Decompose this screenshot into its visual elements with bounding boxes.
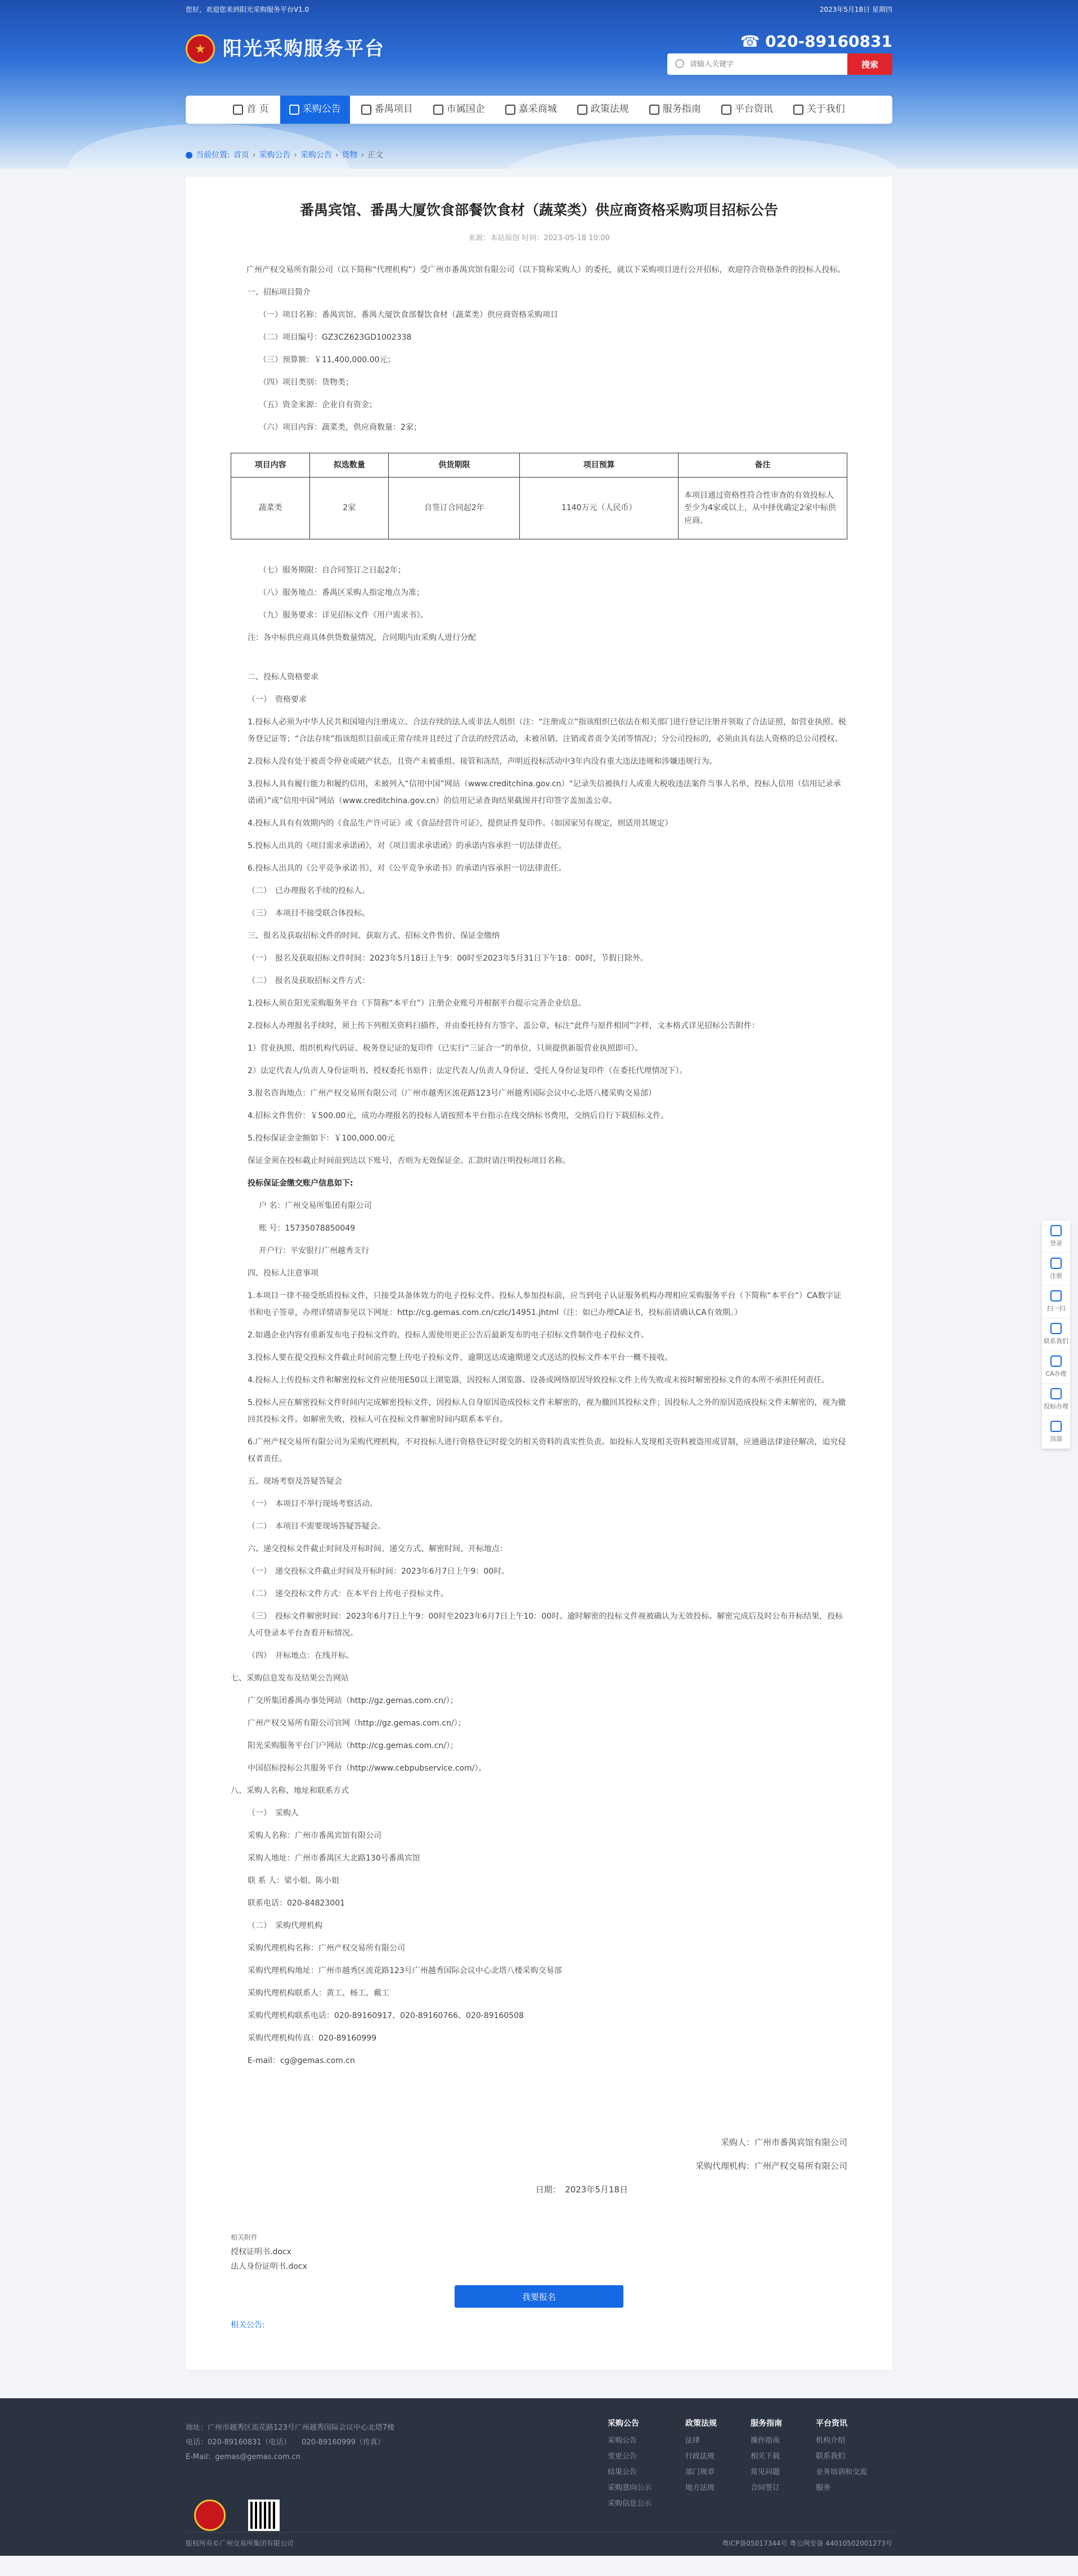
list-item: 1）营业执照、组织机构代码证、税务登记证的复印件（已实行“三证合一”的单位，只须提供新版营业执照即可）。: [248, 1044, 643, 1053]
nav-about[interactable]: [784, 96, 854, 124]
list-item: 4.投标人具有有效期内的《食品生产许可证》或《食品经营许可证》，提供证件复印件。（如国家另有规定，则适用其规定）: [248, 819, 673, 828]
breadcrumb-sep: ›: [252, 150, 256, 160]
table-header-row: [231, 453, 847, 477]
article-meta: 来源：本站原创 时间：2023-05-18 10:00: [468, 234, 610, 242]
table-header: 备注: [679, 453, 847, 477]
qrcode-image: [248, 2500, 280, 2531]
table-row: [231, 478, 847, 539]
list-item: 2.投标人没有处于被责令停业或破产状态，且资产未被重组、接管和冻结，声明近投标活动中3年内没有重大违法违规和涉嫌违规行为。: [248, 757, 717, 767]
list-item: （二） 递交投标文件方式：在本平台上传电子投标文件。: [248, 1589, 448, 1599]
section-heading: 八、采购人名称、地址和联系方式: [231, 1786, 349, 1796]
signature-buyer: 采购人：广州市番禺宾馆有限公司: [720, 2137, 847, 2148]
page-title: 番禺宾馆、番禺大厦饮食部餐饮食材（蔬菜类）供应商资格采购项目招标公告: [299, 202, 778, 218]
list-item: 3.报名咨询地点：广州产权交易所有限公司（广州市越秀区流花路123号广州越秀国际会议中心北塔八楼采购交易部）: [248, 1089, 657, 1098]
footer-link[interactable]: 变更公告: [608, 2452, 637, 2461]
breadcrumb-item[interactable]: 货物: [342, 150, 358, 160]
list-item: 5.投标保证金金额如下：￥100,000.00元: [248, 1134, 395, 1143]
nav-panyu[interactable]: [352, 96, 422, 124]
nav-label: 嘉采商城: [518, 103, 557, 115]
brand[interactable]: [186, 34, 385, 64]
list-item: （二） 本项目不需要现场答疑答疑会。: [248, 1522, 385, 1532]
side-label: CA办理: [1045, 1370, 1067, 1377]
contact-info: 采购代理机构联系电话：020-89160917、020-89160766、020-89160508: [248, 2011, 524, 2021]
info-icon: [793, 105, 803, 115]
footer-col: [608, 2417, 652, 2512]
footer-link[interactable]: 常见问题: [751, 2468, 780, 2477]
side-contact[interactable]: [1042, 1318, 1070, 1351]
side-label: 登录: [1050, 1239, 1062, 1247]
list-item: （四） 开标地点：在线开标。: [248, 1651, 354, 1661]
icp-record[interactable]: 粤ICP备05017344号 粤公网安备 44010502001273号: [722, 2539, 892, 2547]
footer-col-title: 政策法规: [685, 2419, 717, 2428]
side-label: 扫一扫: [1046, 1304, 1066, 1312]
footer-line: 地址：广州市越秀区流花路123号广州越秀国际会议中心北塔7楼: [186, 2424, 395, 2432]
flag-icon: [505, 105, 515, 115]
footer-col-title: 服务指南: [751, 2419, 783, 2428]
section-heading: 七、采购信息发布及结果公告网站: [231, 1674, 349, 1683]
list-item: （六）项目内容：蔬菜类，供应商数量：2家；: [259, 422, 421, 432]
emblem-icon: ★: [186, 34, 215, 64]
subsection-heading: （二） 已办理报名手续的投标人。: [248, 886, 370, 896]
search-input[interactable]: [667, 53, 847, 75]
list-item: 1.本项目一律不接受纸质投标文件，只接受具备体效力的电子投标文件。投标人参加投标前，应当到电子认证服务机构办理相应采购服务平台（下简称“本平台”）CA数字证书和电子签章，办理详情请参见以下网址：http://cg.gemas.com.cn/czlc/14951.jhtml（注：如已办理CA证书，投标前请确认CA有效期。）: [248, 1291, 842, 1318]
phone-icon: [1050, 1323, 1062, 1334]
signature-agent: 采购代理机构：广州产权交易所有限公司: [695, 2161, 847, 2172]
section-heading: 五、现场考察及答疑答疑会: [248, 1477, 342, 1487]
side-top[interactable]: [1042, 1416, 1070, 1449]
building-icon: [433, 105, 443, 115]
contact-info: 采购代理机构地址：广州市越秀区流花路123号广州越秀国际会议中心北塔八楼采购交易部: [248, 1966, 562, 1976]
header: [0, 0, 1078, 169]
contact-info: 采购人地址：广州市番禺区大北路130号番禺宾馆: [248, 1854, 420, 1863]
contact-info: 采购人名称：广州市番禺宾馆有限公司: [248, 1831, 381, 1841]
side-scan[interactable]: [1042, 1286, 1070, 1318]
side-login[interactable]: [1042, 1221, 1070, 1253]
news-icon: [721, 105, 731, 115]
table-header: 拟选数量: [310, 453, 389, 477]
list-item: （一） 递交投标文件截止时间及开标时间：2023年6月7日上午9：00时。: [248, 1567, 510, 1577]
contact-info: E-mail：cg@gemas.com.cn: [248, 2056, 355, 2066]
nav-policy[interactable]: [568, 96, 638, 124]
arrow-up-icon: [1050, 1421, 1062, 1432]
list-item: 5.投标人出具的《项目需求承诺函》，对《项目需求承诺函》的承诺内容承担一切法律责任。: [248, 841, 567, 851]
search-icon: [675, 59, 684, 68]
account-heading: 投标保证金缴交账户信息如下:: [248, 1179, 353, 1188]
list-item: 1.投标人须在阳光采购服务平台（下简称“本平台”）注册企业账号并根据平台提示完善企业信息。: [248, 999, 586, 1008]
welcome-text: 您好，欢迎您来到阳光采购服务平台V1.0: [186, 6, 309, 13]
website-link[interactable]: 阳光采购服务平台门户网站（http://cg.gemas.com.cn/）；: [248, 1741, 459, 1751]
list-item: 6.投标人出具的《公平竞争承诺书》，对《公平竞争承诺书》的承诺内容承担一切法律责任。: [248, 864, 567, 873]
footer-link[interactable]: 相关下载: [751, 2452, 780, 2461]
items-table: [231, 453, 847, 539]
list-item: 2.投标人办理报名手续时，须上传下列相关资料扫描件，并由委托持有方签字、盖公章，标注“此件与原件相同”字样，文本格式详见招标公告附件：: [248, 1021, 760, 1031]
list-item: （七）服务期限：自合同签订之日起2年；: [259, 566, 406, 575]
list-item: （九）服务要求：详见招标文件《用户需求书》。: [259, 611, 428, 620]
footer-line: 电话：020-89160831（电话） 020-89160999（传真）: [186, 2438, 385, 2447]
list-item: 6.广州产权交易所有限公司为采购代理机构，不对投标人进行资格登记时提交的相关资料的真实性负责。如投标人发现相关资料被盗用或冒制，应通過法律途径解决，追究侵权者责任。: [248, 1438, 846, 1464]
list-item: 4.投标人上传投标文件和解密投标文件应使用E50以上浏览器，因投标人浏览器、设备或网络原因导致投标文件上传失败或未按时解密投标文件的本所不承担任何责任。: [248, 1376, 830, 1385]
apply-button[interactable]: 我要报名: [455, 2285, 623, 2308]
guide-icon: [649, 105, 659, 115]
location-icon: [186, 152, 192, 159]
breadcrumb-prefix: 当前位置:: [196, 150, 230, 160]
certificate-icon: [1050, 1355, 1062, 1367]
emblem-icon: [194, 2500, 226, 2531]
list-item: 1.投标人必须为中华人民共和国境内注册成立、合法存续的法人或非法人组织（注：“注册成立”指该组织已依法在相关部门进行登记注册并领取了合法证照，如营业执照、税务登记证等；“合法存续”指该组织目前或正常存续并且经过了合法的经营活动，未被吊销、注销或者责令关闭等情况）；分公司投标的，必须由具有法人资格的总公司授权。: [248, 718, 846, 744]
breadcrumb-sep: ›: [294, 150, 297, 160]
list-item: 4.招标文件售价：￥500.00元，成功办理报名的投标人请按照本平台指示在线交纳标书费用，交纳后自行下载招标文件。: [248, 1111, 669, 1121]
nav-news[interactable]: [712, 96, 782, 124]
footer-line: E-Mail：gemas@gemas.com.cn: [186, 2453, 301, 2461]
contact-info: 采购代理机构联系人：黄工、杨工、戴工: [248, 1989, 389, 1998]
section-heading: 四、投标人注意事项: [248, 1269, 318, 1278]
side-bid[interactable]: [1042, 1384, 1070, 1416]
website-link[interactable]: 中国招标投标公共服务平台（http://www.cebpubservice.com/）。: [248, 1764, 487, 1773]
footer-link[interactable]: 业务培训和交流: [816, 2468, 868, 2477]
table-cell: 1140万元（人民币）: [520, 478, 679, 539]
list-item: 2.如遇企业内容有重新发布电子投标文件的，投标人需使用更正公告后最新发布的电子招标文件制作电子投标文件。: [248, 1331, 649, 1340]
nav-label: 首 页: [246, 103, 269, 115]
subsection-heading: （二） 采购代理机构: [248, 1921, 322, 1931]
footer-link[interactable]: 采购意向公示: [608, 2484, 652, 2493]
side-toolbar: [1042, 1221, 1070, 1449]
list-item: （三）预算额：￥11,400,000.00元；: [259, 355, 396, 364]
contact-info: 采购代理机构名称：广州产权交易所有限公司: [248, 1944, 405, 1953]
nav-label: 番禺项目: [374, 103, 413, 115]
list-item: 5.投标人应在解密投标文件时间内完成解密投标文件，因投标人自身原因造成投标文件未解密的，视为撤回其投标文件；因投标人之外的原因造成投标文件未解密的，视为撤回其投标文件。如解密失败，投标人可在投标文件解密时间内联系本平台。: [248, 1398, 846, 1425]
footer-links: [608, 2417, 867, 2512]
search-bar: [667, 53, 892, 75]
footer-col: [816, 2417, 867, 2512]
note-text: 注：各中标供应商具体供货数量情况，合同期内由采购人进行分配: [248, 633, 476, 643]
list-item: （一） 报名及获取招标文件时间：2023年5月18日上午9：00时至2023年5月31日下午18：00时，节假日除外。: [248, 954, 649, 963]
footer-link[interactable]: 地方法规: [685, 2484, 715, 2493]
footer-address: [186, 2421, 489, 2465]
subsection-heading: （一） 资格要求: [248, 695, 307, 705]
home-icon: [233, 105, 243, 115]
list-item: （三） 投标文件解密时间：2023年6月7日上午9：00时至2023年6月7日上午10：00时。逾时解密的投标文件视被确认为无效投标。解密完成后及时公布开标结果，投标人可登录本平台查看开标情况。: [248, 1612, 843, 1638]
side-label: 顶部: [1050, 1435, 1062, 1443]
contact-info: 联系电话：020-84823001: [248, 1899, 345, 1908]
footer-images: [194, 2500, 280, 2531]
list-item: （二）项目编号：GZ3CZ623GD1002338: [259, 332, 412, 342]
nav-guide[interactable]: [640, 96, 710, 124]
breadcrumb-current: 正文: [367, 150, 384, 160]
nav-label: 平台资讯: [734, 103, 773, 115]
user-icon: [1050, 1258, 1062, 1269]
article: [186, 177, 892, 2370]
nav-label: 服务指南: [662, 103, 701, 115]
table-cell: 本项目通过资格性符合性审查的有效投标人至少为4家或以上，从中择优确定2家中标供应商。: [679, 478, 847, 539]
attachment-link[interactable]: 法人身份证明书.docx: [231, 2262, 307, 2272]
account-info: 户 名：广州交易所集团有限公司: [259, 1201, 372, 1211]
footer-link[interactable]: 行政法规: [685, 2452, 715, 2461]
nav-soe[interactable]: [424, 96, 494, 124]
list-item: （一）项目名称：番禺宾馆、番禺大厦饮食部餐饮食材（蔬菜类）供应商资格采购项目: [259, 310, 558, 319]
footer-col-title: 平台资讯: [816, 2419, 848, 2428]
footer-link[interactable]: 合同签订: [751, 2484, 780, 2493]
list-item: （一） 本项目不举行现场考察活动。: [248, 1499, 378, 1509]
breadcrumb-sep: ›: [361, 150, 365, 160]
section-heading: 二、投标人资格要求: [248, 673, 318, 682]
side-label: 联系我们: [1044, 1337, 1068, 1345]
footer-link[interactable]: 结果公告: [608, 2468, 637, 2477]
table-header: 项目预算: [520, 453, 679, 477]
list-item: 3.投标人具有履行能力和履约信用，未被列入“信用中国”网站（www.creditchina.gov.cn）“记录失信被执行人或重大税收违法案件当事人名单，投标人信用（信用记录承诺函）”或“信用中国”网站（www.creditchina.gov.cn）的信用记录查询结果截图并打印签字盖加盖公章。: [248, 780, 841, 806]
site-title: 阳光采购服务平台: [223, 38, 385, 60]
side-label: 投标办理: [1044, 1402, 1068, 1410]
footer-link[interactable]: 法律: [685, 2437, 700, 2446]
footer-link[interactable]: 采购公告: [608, 2437, 637, 2446]
deposit-note: 保证金须在投标截止时间前到达以下账号，否则为无效保证金。汇款时请注明投标项目名称。: [248, 1156, 571, 1166]
website-link[interactable]: 广州产权交易所有限公司官网（http://gz.gemas.com.cn/）；: [248, 1719, 466, 1728]
footer-link[interactable]: 服务: [816, 2484, 831, 2493]
attachments: [231, 2230, 847, 2274]
nav-label: 市属国企: [446, 103, 485, 115]
list-item: 2）法定代表人/负责人身份证明书、授权委托书原件；法定代表人/负责人身份证、受托人身份证复印件（在委托代理情况下）。: [248, 1066, 688, 1076]
table-cell: 2家: [310, 478, 389, 539]
contact-info: 联 系 人：梁小姐、陈小姐: [248, 1876, 339, 1886]
breadcrumb-item[interactable]: 采购公告: [259, 150, 291, 160]
breadcrumb-item[interactable]: 采购公告: [300, 150, 332, 160]
date-text: 2023年5月18日 星期四: [819, 6, 892, 13]
hotline-number: 020-89160831: [765, 32, 892, 51]
footer-col-title: 采购公告: [608, 2419, 639, 2428]
footer-bottom: [186, 2532, 892, 2549]
attachments-title: 相关附件: [231, 2233, 258, 2242]
document-icon: [1050, 1388, 1062, 1399]
attachment-link[interactable]: 授权证明书.docx: [231, 2248, 291, 2257]
section-heading: 六、递交投标文件截止时间及开标时间、递交方式、解密时间、开标地点：: [248, 1544, 507, 1554]
nav-announcements[interactable]: [280, 96, 350, 124]
side-label: 注册: [1050, 1272, 1062, 1280]
table-cell: 蔬菜类: [231, 478, 310, 539]
footer-link[interactable]: 联系我们: [816, 2452, 846, 2461]
table-cell: 自签订合同起2年: [389, 478, 520, 539]
side-ca[interactable]: [1042, 1351, 1070, 1384]
subsection-heading: （三） 本项目不接受联合体投标。: [248, 909, 370, 918]
list-item: （五）资金来源：企业自有资金；: [259, 400, 377, 409]
list-item: （八）服务地点：番禺区采购人指定地点为准；: [259, 588, 424, 598]
side-register[interactable]: [1042, 1253, 1070, 1286]
flag-icon: [361, 105, 371, 115]
hotline: ☎ 020-89160831: [740, 32, 892, 51]
nav-mall[interactable]: [496, 96, 566, 124]
account-info: 开户行：平安银行广州越秀支行: [259, 1246, 369, 1256]
subsection-heading: （一） 采购人: [248, 1809, 299, 1818]
breadcrumb: [186, 144, 892, 166]
table-header: 项目内容: [231, 453, 310, 477]
top-bar: [0, 0, 1078, 20]
flag-icon: [289, 105, 299, 115]
search-button[interactable]: 搜索: [847, 53, 892, 75]
breadcrumb-home[interactable]: 首页: [233, 150, 249, 160]
section-heading: 三、报名及获取招标文件的时间、获取方式、招标文件售价、保证金缴纳: [248, 931, 500, 941]
main-nav: [186, 96, 892, 124]
nav-label: 关于我们: [806, 103, 845, 115]
footer-link[interactable]: 部门规章: [685, 2468, 715, 2477]
footer: [0, 2398, 1078, 2556]
copyright: 版权所有©广州交易所集团有限公司: [186, 2539, 294, 2547]
monitor-icon: [1050, 1225, 1062, 1236]
footer-col: [751, 2417, 782, 2512]
list-item: （四）项目类别：货物类；: [259, 377, 353, 387]
nav-label: 采购公告: [302, 103, 341, 115]
intro-paragraph: 广州产权交易所有限公司（以下简称“代理机构”）受广州市番禺宾馆有限公司（以下简称采购人）的委托，就以下采购项目进行公开招标，欢迎符合资格条件的投标人投标。: [246, 265, 846, 274]
table-header: 供货期限: [389, 453, 520, 477]
website-link[interactable]: 广交所集团番禺办事处网站（http://gz.gemas.com.cn/）；: [248, 1696, 458, 1706]
nav-home[interactable]: [224, 96, 277, 124]
contact-info: 采购代理机构传真：020-89160999: [248, 2034, 377, 2043]
footer-link[interactable]: 采购信息公示: [608, 2500, 652, 2509]
breadcrumb-sep: ›: [335, 150, 339, 160]
document-icon: [577, 105, 587, 115]
related-title: 相关公告:: [231, 2321, 265, 2330]
footer-link[interactable]: 机构介绍: [816, 2437, 846, 2446]
account-info: 账 号：15735078850049: [259, 1224, 356, 1233]
list-item: 3.投标人要在提交投标文件截止时间前完整上传电子投标文件，逾期送达或逾期递交式送达的投标文件本平台一概不接收。: [248, 1353, 673, 1363]
qrcode-icon: [1050, 1290, 1062, 1301]
nav-label: 政策法规: [590, 103, 629, 115]
footer-link[interactable]: 操作指南: [751, 2437, 780, 2446]
section-heading: 一、招标项目简介: [248, 287, 311, 297]
signature-date: 日期： 2023年5月18日: [535, 2185, 628, 2195]
list-item: （二） 报名及获取招标文件方式：: [248, 976, 370, 986]
footer-col: [685, 2417, 717, 2512]
